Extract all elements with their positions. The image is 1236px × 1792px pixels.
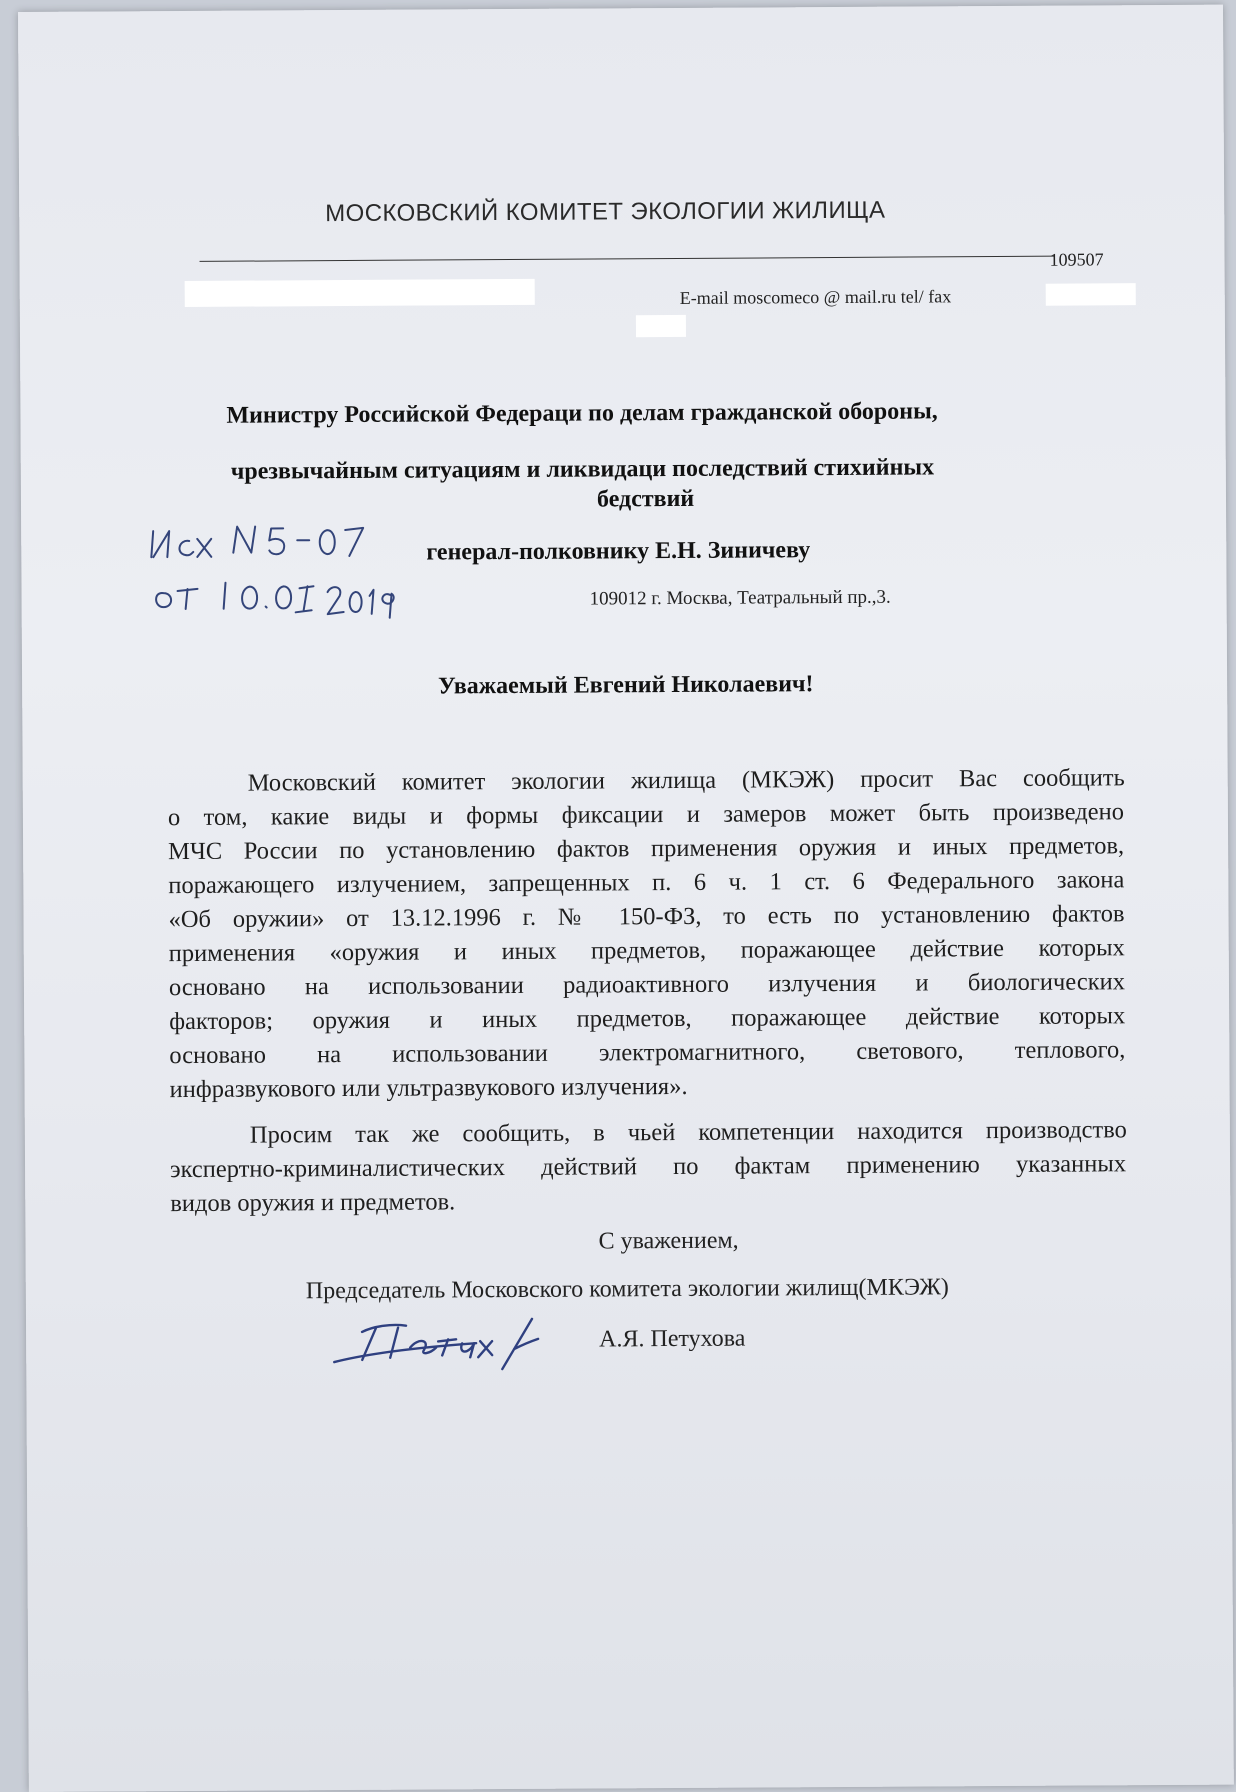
redacted-address (185, 279, 535, 307)
addressee-line-3: бедствий (596, 485, 695, 513)
addressee-line-4: генерал-полковнику Е.Н. Зиничеву (426, 537, 811, 566)
redacted-phone-continued (636, 315, 686, 337)
header-rule (200, 256, 1055, 262)
body-line: основано на использовании радиоактивного излучения и биологических (168, 968, 1126, 1002)
organization-title: МОСКОВСКИЙ КОМИТЕТ ЭКОЛОГИИ ЖИЛИЩА (325, 196, 886, 228)
signer-title: Председатель Московского комитета экологии жилищ(МКЭЖ) (305, 1274, 949, 1305)
body-line: применения «оружия и иных предметов, поражающее действие которых (168, 934, 1125, 968)
addressee-line-1: Министру Российской Федераци по делам гражданской обороны, (226, 398, 938, 429)
body-line: Просим так же сообщить, в чьей компетенции находится производство (249, 1116, 1127, 1149)
body-line: факторов; оружия и иных предметов, поражающее действие которых (169, 1002, 1126, 1036)
body-line: видов оружия и предметов. (170, 1188, 456, 1218)
body-line: МЧС России по установлению фактов применения оружия и иных предметов, (168, 832, 1125, 866)
handwritten-outgoing-number (141, 500, 402, 632)
body-line: экспертно-криминалистических действий по фактам применению указанных (169, 1150, 1127, 1184)
signer-name: А.Я. Петухова (599, 1325, 746, 1353)
salutation: Уважаемый Евгений Николаевич! (438, 671, 814, 700)
body-line: поражающего излучением, запрещенных п. 6 ч. 1 ст. 6 Федерального закона (168, 866, 1125, 900)
handwritten-signature (326, 1309, 546, 1380)
body-line: «Об оружии» от 13.12.1996 г. № 150-ФЗ, то есть по установлению фактов (168, 900, 1125, 934)
closing-regards: С уважением, (598, 1227, 739, 1255)
addressee-line-2: чрезвычайным ситуациям и ликвидаци последствий стихийных (230, 454, 935, 485)
body-line: Московский комитет экологии жилища (МКЭЖ) просит Вас сообщить (247, 764, 1125, 797)
contact-line: E-mail moscomeco @ mail.ru tel/ fax (679, 286, 952, 308)
postal-code: 109507 (1049, 249, 1104, 270)
redacted-phone (1046, 283, 1136, 306)
body-line: инфразвукового или ультразвукового излучения». (169, 1072, 688, 1104)
letter-sheet (18, 5, 1234, 1792)
addressee-address: 109012 г. Москва, Театральный пр.,3. (589, 586, 891, 610)
body-line: основано на использовании электромагнитного, светового, теплового, (169, 1036, 1126, 1070)
body-line: о том, какие виды и формы фиксации и замеров может быть произведено (167, 798, 1124, 832)
